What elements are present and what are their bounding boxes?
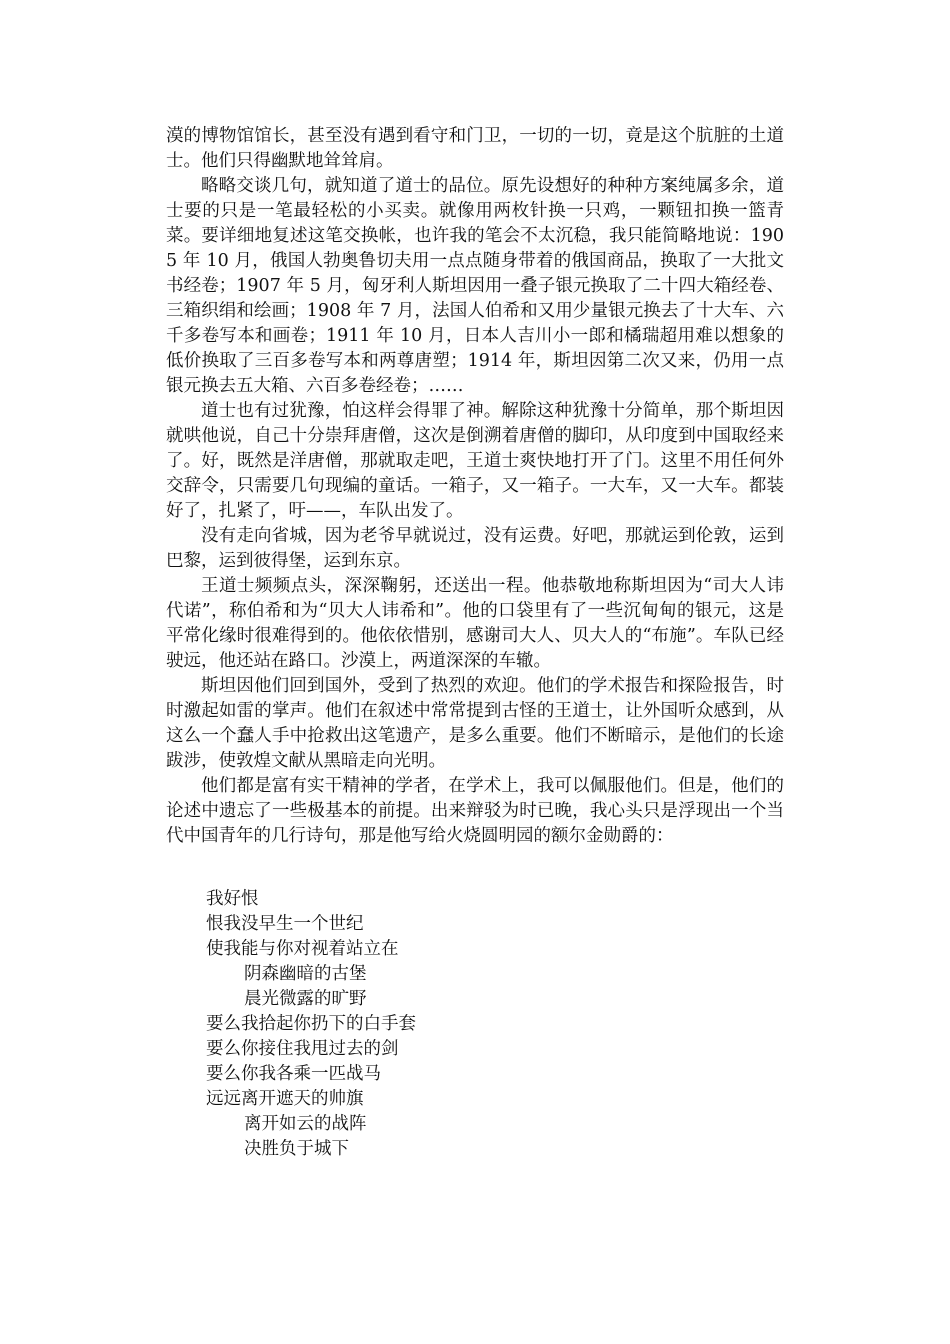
poem-block	[166, 887, 784, 1162]
poem-line-9: 远远离开遮天的帅旗	[206, 1089, 364, 1109]
poem-line-7: 要么你接住我甩过去的剑	[206, 1039, 399, 1059]
poem-line-11: 决胜负于城下	[244, 1139, 349, 1159]
paragraph-5: 王道士频频点头，深深鞠躬，还送出一程。他恭敬地称斯坦因为“司大人讳代诺”，称伯希和为“贝大人讳希和”。他的口袋里有了一些沉甸甸的银元，这是平常化缘时很难得到的。他依依惜别，感谢司大人、贝大人的“布施”。车队已经驶远，他还站在路口。沙漠上，两道深深的车辙。	[166, 576, 784, 671]
poem-line-5: 晨光微露的旷野	[244, 989, 367, 1009]
poem-line-1: 我好恨	[206, 889, 259, 909]
paragraph-4: 没有走向省城，因为老爷早就说过，没有运费。好吧，那就运到伦敦，运到巴黎，运到彼得堡，运到东京。	[166, 526, 784, 571]
paragraph-6: 斯坦因他们回到国外，受到了热烈的欢迎。他们的学术报告和探险报告，时时激起如雷的掌声。他们在叙述中常常提到古怪的王道士，让外国听众感到，从这么一个蠢人手中抢救出这笔遗产，是多么重要。他们不断暗示，是他们的长途跋涉，使敦煌文献从黑暗走向光明。	[166, 676, 784, 771]
paragraph-2: 略略交谈几句，就知道了道士的品位。原先设想好的种种方案纯属多余，道士要的只是一笔最轻松的小买卖。就像用两枚针换一只鸡，一颗钮扣换一篮青菜。要详细地复述这笔交换帐，也许我的笔会不太沉稳，我只能简略地说：1905 年 10 月，俄国人勃奥鲁切夫用一点点随身带着的俄国商品，换取了一大批文书经卷；1907 年 5 月，匈牙利人斯坦因用一叠子银元换取了二十四大箱经卷、三箱织绢和绘画；1908 年 7 月，法国人伯希和又用少量银元换去了十大车、六千多卷写本和画卷；1911 年 10 月，日本人吉川小一郎和橘瑞超用难以想象的低价换取了三百多卷写本和两尊唐塑；1914 年，斯坦因第二次又来，仍用一点银元换去五大箱、六百多卷经卷；……	[166, 176, 784, 396]
poem-line-3: 使我能与你对视着站立在	[206, 939, 399, 959]
poem-line-6: 要么我拾起你扔下的白手套	[206, 1014, 416, 1034]
poem-line-4: 阴森幽暗的古堡	[244, 964, 367, 984]
paragraph-3: 道士也有过犹豫，怕这样会得罪了神。解除这种犹豫十分简单，那个斯坦因就哄他说，自己十分崇拜唐僧，这次是倒溯着唐僧的脚印，从印度到中国取经来了。好，既然是洋唐僧，那就取走吧，王道士爽快地打开了门。这里不用任何外交辞令，只需要几句现编的童话。一箱子，又一箱子。一大车，又一大车。都装好了，扎紧了，吁——，车队出发了。	[166, 401, 784, 521]
document-page	[166, 124, 784, 1162]
paragraph-1: 漠的博物馆馆长，甚至没有遇到看守和门卫，一切的一切，竟是这个肮脏的土道士。他们只得幽默地耸耸肩。	[166, 126, 784, 171]
poem-line-8: 要么你我各乘一匹战马	[206, 1064, 381, 1084]
paragraph-7: 他们都是富有实干精神的学者，在学术上，我可以佩服他们。但是，他们的论述中遗忘了一些极基本的前提。出来辩驳为时已晚，我心头只是浮现出一个当代中国青年的几行诗句，那是他写给火烧圆明园的额尔金勋爵的：	[166, 776, 784, 846]
poem-line-10: 离开如云的战阵	[244, 1114, 367, 1134]
poem-line-2: 恨我没早生一个世纪	[206, 914, 364, 934]
